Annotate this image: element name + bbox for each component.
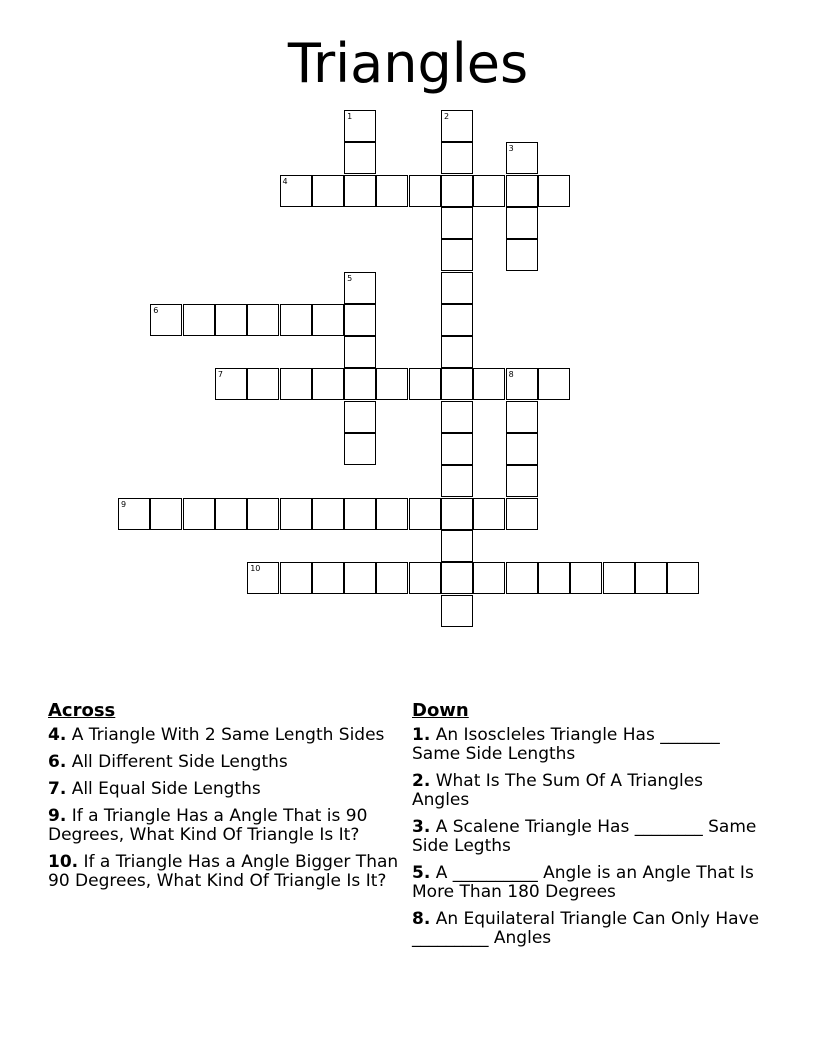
- down-clue: [412, 818, 762, 856]
- clue-number: 6.: [48, 752, 67, 772]
- grid-cell[interactable]: [376, 498, 408, 530]
- grid-cell[interactable]: [312, 175, 344, 207]
- grid-cell[interactable]: [506, 368, 538, 400]
- grid-cell[interactable]: [506, 465, 538, 497]
- grid-cell[interactable]: [118, 498, 150, 530]
- grid-cell[interactable]: [344, 368, 376, 400]
- grid-cell[interactable]: [280, 304, 312, 336]
- clue-text: An Equilateral Triangle Can Only Have _________ Angles: [412, 909, 760, 948]
- grid-cell[interactable]: [473, 562, 505, 594]
- grid-cell[interactable]: [150, 498, 182, 530]
- clue-number: 2.: [412, 771, 431, 791]
- grid-cell[interactable]: [473, 368, 505, 400]
- clue-number: 5.: [412, 863, 431, 883]
- clue-number: 1.: [412, 725, 431, 745]
- grid-cell[interactable]: [280, 562, 312, 594]
- grid-cell[interactable]: [570, 562, 602, 594]
- grid-cell[interactable]: [441, 530, 473, 562]
- grid-cell[interactable]: [441, 239, 473, 271]
- clue-number: 3.: [412, 817, 431, 837]
- down-clue: [412, 910, 762, 948]
- grid-cell[interactable]: [441, 595, 473, 627]
- clue-number-label: 3: [508, 144, 514, 154]
- grid-cell[interactable]: [376, 175, 408, 207]
- across-clue: [48, 807, 408, 845]
- grid-cell[interactable]: [409, 368, 441, 400]
- grid-cell[interactable]: [376, 562, 408, 594]
- across-heading: Across: [48, 700, 116, 721]
- clue-text: A Triangle With 2 Same Length Sides: [71, 725, 385, 745]
- clue-number-label: 7: [217, 370, 223, 380]
- grid-cell[interactable]: [247, 562, 279, 594]
- grid-cell[interactable]: [441, 304, 473, 336]
- grid-cell[interactable]: [441, 562, 473, 594]
- grid-cell[interactable]: [409, 175, 441, 207]
- grid-cell[interactable]: [280, 498, 312, 530]
- grid-cell[interactable]: [150, 304, 182, 336]
- clue-number: 10.: [48, 852, 79, 872]
- grid-cell[interactable]: [409, 562, 441, 594]
- grid-cell[interactable]: [506, 401, 538, 433]
- grid-cell[interactable]: [538, 562, 570, 594]
- grid-cell[interactable]: [441, 272, 473, 304]
- grid-cell[interactable]: [312, 304, 344, 336]
- grid-cell[interactable]: [280, 175, 312, 207]
- clue-number-label: 6: [153, 305, 159, 315]
- clue-text: If a Triangle Has a Angle That is 90 Degrees, What Kind Of Triangle Is It?: [48, 806, 368, 845]
- grid-cell[interactable]: [441, 142, 473, 174]
- clue-text: A __________ Angle is an Angle That Is More Than 180 Degrees: [412, 863, 754, 902]
- clue-text: All Different Side Lengths: [71, 752, 288, 772]
- grid-cell[interactable]: [506, 498, 538, 530]
- grid-cell[interactable]: [538, 368, 570, 400]
- grid-cell[interactable]: [344, 175, 376, 207]
- across-clue: [48, 780, 408, 799]
- clue-number: 7.: [48, 779, 67, 799]
- grid-cell[interactable]: [280, 368, 312, 400]
- clue-text: What Is The Sum Of A Triangles Angles: [412, 771, 704, 810]
- clue-text: An Isoscleles Triangle Has _______ Same Side Lengths: [412, 725, 720, 764]
- clue-number: 8.: [412, 909, 431, 929]
- down-heading: Down: [412, 700, 469, 721]
- grid-cell[interactable]: [506, 142, 538, 174]
- grid-cell[interactable]: [215, 368, 247, 400]
- grid-cell[interactable]: [441, 207, 473, 239]
- grid-cell[interactable]: [506, 239, 538, 271]
- clue-number: 4.: [48, 725, 67, 745]
- grid-cell[interactable]: [247, 498, 279, 530]
- grid-cell[interactable]: [473, 175, 505, 207]
- grid-cell[interactable]: [344, 336, 376, 368]
- grid-cell[interactable]: [635, 562, 667, 594]
- grid-cell[interactable]: [409, 498, 441, 530]
- clue-number-label: 10: [250, 564, 261, 574]
- grid-cell[interactable]: [441, 465, 473, 497]
- clue-number-label: 8: [508, 370, 514, 380]
- grid-cell[interactable]: [441, 110, 473, 142]
- grid-cell[interactable]: [215, 498, 247, 530]
- across-clue: [48, 726, 408, 745]
- clue-text: All Equal Side Lengths: [71, 779, 261, 799]
- grid-cell[interactable]: [473, 498, 505, 530]
- grid-cell[interactable]: [506, 433, 538, 465]
- grid-cell[interactable]: [344, 401, 376, 433]
- grid-cell[interactable]: [538, 175, 570, 207]
- grid-cell[interactable]: [344, 498, 376, 530]
- grid-cell[interactable]: [506, 562, 538, 594]
- grid-cell[interactable]: [344, 433, 376, 465]
- grid-cell[interactable]: [247, 304, 279, 336]
- clue-number: 9.: [48, 806, 67, 826]
- grid-cell[interactable]: [441, 336, 473, 368]
- clue-number-label: 2: [444, 112, 450, 121]
- clue-number-label: 1: [347, 112, 353, 121]
- grid-cell[interactable]: [506, 175, 538, 207]
- grid-cell[interactable]: [344, 142, 376, 174]
- grid-cell[interactable]: [344, 272, 376, 304]
- grid-cell[interactable]: [441, 401, 473, 433]
- grid-cell[interactable]: [441, 498, 473, 530]
- grid-cell[interactable]: [344, 562, 376, 594]
- clue-text: A Scalene Triangle Has ________ Same Side Legths: [412, 817, 757, 856]
- down-clue: [412, 864, 762, 902]
- grid-cell[interactable]: [247, 368, 279, 400]
- grid-cell[interactable]: [183, 498, 215, 530]
- down-clue: [412, 772, 762, 810]
- clue-text: If a Triangle Has a Angle Bigger Than 90 Degrees, What Kind Of Triangle Is It?: [48, 852, 399, 891]
- puzzle-title: Triangles: [287, 32, 529, 95]
- grid-cell[interactable]: [376, 368, 408, 400]
- grid-cell[interactable]: [344, 110, 376, 142]
- grid-cell[interactable]: [441, 433, 473, 465]
- grid-cell[interactable]: [312, 368, 344, 400]
- across-clues: [48, 700, 408, 899]
- clue-number-label: 5: [347, 273, 353, 283]
- grid-cell[interactable]: [667, 562, 699, 594]
- grid-cell[interactable]: [344, 304, 376, 336]
- down-clues: [412, 700, 762, 956]
- grid-cell[interactable]: [183, 304, 215, 336]
- clue-number-label: 4: [282, 176, 288, 186]
- grid-cell[interactable]: [441, 175, 473, 207]
- grid-cell[interactable]: [215, 304, 247, 336]
- grid-cell[interactable]: [312, 562, 344, 594]
- across-clue: [48, 753, 408, 772]
- grid-cell[interactable]: [312, 498, 344, 530]
- grid-cell[interactable]: [441, 368, 473, 400]
- grid-cell[interactable]: [603, 562, 635, 594]
- clue-number-label: 9: [121, 499, 127, 509]
- across-clue: [48, 853, 408, 891]
- down-clue: [412, 726, 762, 764]
- grid-cell[interactable]: [506, 207, 538, 239]
